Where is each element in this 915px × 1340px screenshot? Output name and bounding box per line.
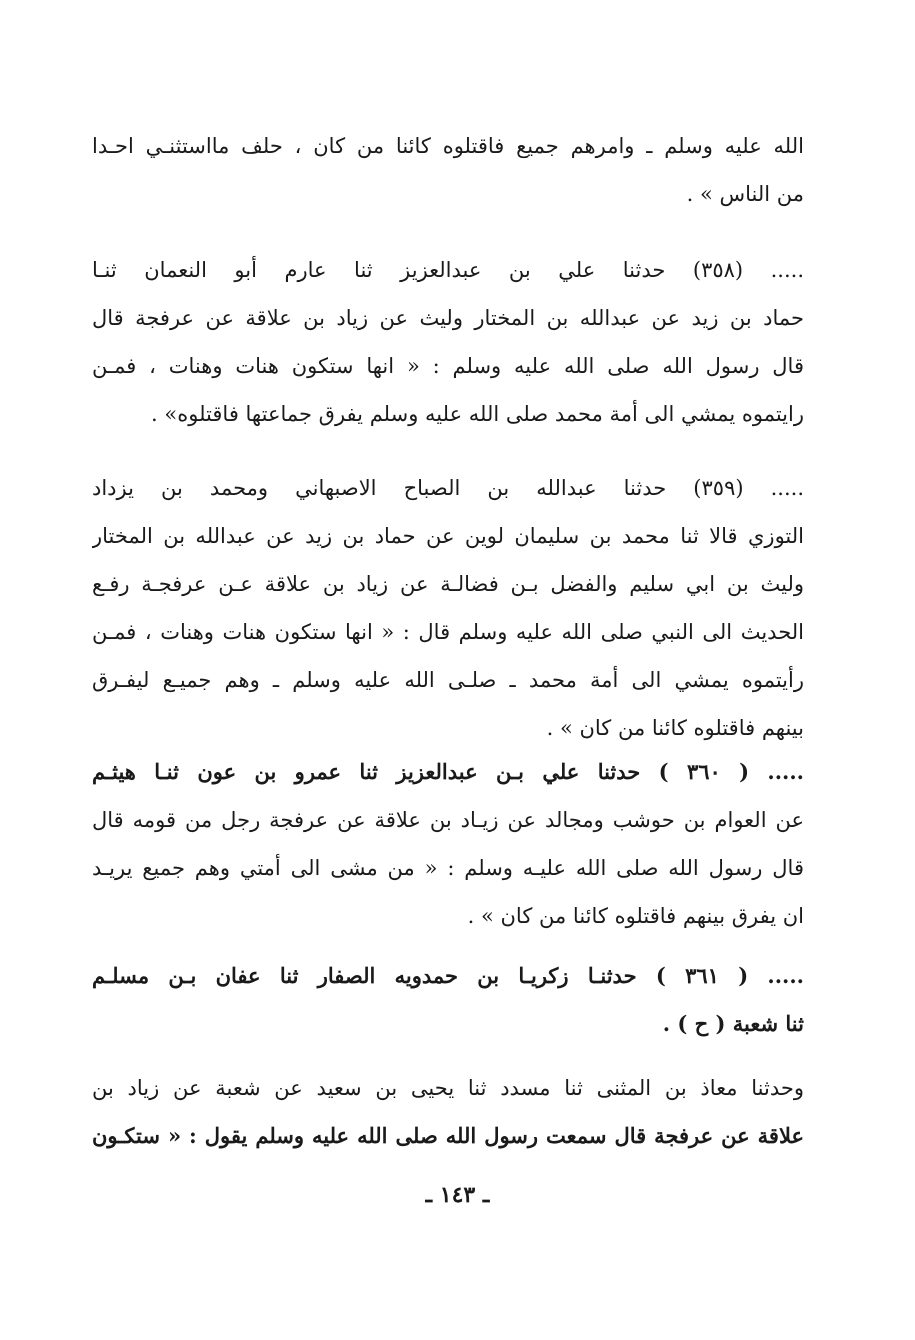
paragraph-5 <box>92 952 804 1048</box>
text-line: ..... (٣٥٩) حدثنا عبدالله بن الصباح الاصبهاني ومحمد بن يزداد <box>92 476 804 500</box>
paragraph-2 <box>92 246 804 438</box>
text-line: حماد بن زيد عن عبدالله بن المختار وليث عن زياد بن علاقة عن عرفجة قال <box>92 306 804 330</box>
page-number: ـ ١٤٣ ـ <box>425 1182 490 1208</box>
paragraph-1 <box>92 122 804 218</box>
text-line: علاقة عن عرفجة قال سمعت رسول الله صلى الله عليه وسلم يقول : « ستكـون <box>92 1123 804 1148</box>
text-line: الله عليه وسلم ـ وامرهم جميع فاقتلوه كائنا من كان ، حلف مااستثنـي احـدا <box>92 134 804 158</box>
text-line: ثنا شعبة ( ح ) . <box>662 1011 804 1036</box>
text-line: وحدثنا معاذ بن المثنى ثنا مسدد ثنا يحيى بن سعيد عن شعبة عن زياد بن <box>92 1076 804 1100</box>
paragraph-6 <box>92 1064 804 1160</box>
text-line: وليث بن ابي سليم والفضل بـن فضالـة عن زياد بن علاقة عـن عرفجـة رفـع <box>92 572 804 596</box>
paragraph-3 <box>92 464 804 752</box>
text-line: من الناس » . <box>686 182 804 206</box>
text-line: ..... ( ٣٦١ ) حدثنـا زكريـا بن حمدويه الصفار ثنا عفان بـن مسلـم <box>92 963 804 988</box>
text-line: عن العوام بن حوشب ومجالد عن زيـاد بن علاقة عن عرفجة رجل من قومه قال <box>92 808 804 832</box>
text-line: رايتموه يمشي الى أمة محمد صلى الله عليه وسلم يفرق جماعتها فاقتلوه» . <box>151 402 804 426</box>
text-line: ان يفرق بينهم فاقتلوه كائنا من كان » . <box>467 904 804 928</box>
text-line: الحديث الى النبي صلى الله عليه وسلم قال : « انها ستكون هنات وهنات ، فمـن <box>92 620 804 644</box>
text-line: قال رسول الله صلى الله عليه وسلم : « انها ستكون هنات وهنات ، فمـن <box>92 354 804 378</box>
text-line: بينهم فاقتلوه كائنا من كان » . <box>546 716 804 740</box>
text-line: قال رسول الله صلى الله عليـه وسلم : « من مشى الى أمتي وهم جميع يريـد <box>92 856 804 880</box>
text-line: ..... (٣٥٨) حدثنا علي بن عبدالعزيز ثنا عارم أبو النعمان ثنـا <box>92 258 804 282</box>
text-line: التوزي قالا ثنا محمد بن سليمان لوين عن حماد بن زيد عن عبدالله بن المختار <box>92 524 804 548</box>
text-line: ..... ( ٣٦٠ ) حدثنا علي بـن عبدالعزيز ثنا عمرو بن عون ثنـا هيثـم <box>92 759 804 784</box>
paragraph-4 <box>92 748 804 940</box>
text-line: رأيتموه يمشي الى أمة محمد ـ صلـى الله عليه وسلم ـ وهم جميـع ليفـرق <box>92 668 804 692</box>
